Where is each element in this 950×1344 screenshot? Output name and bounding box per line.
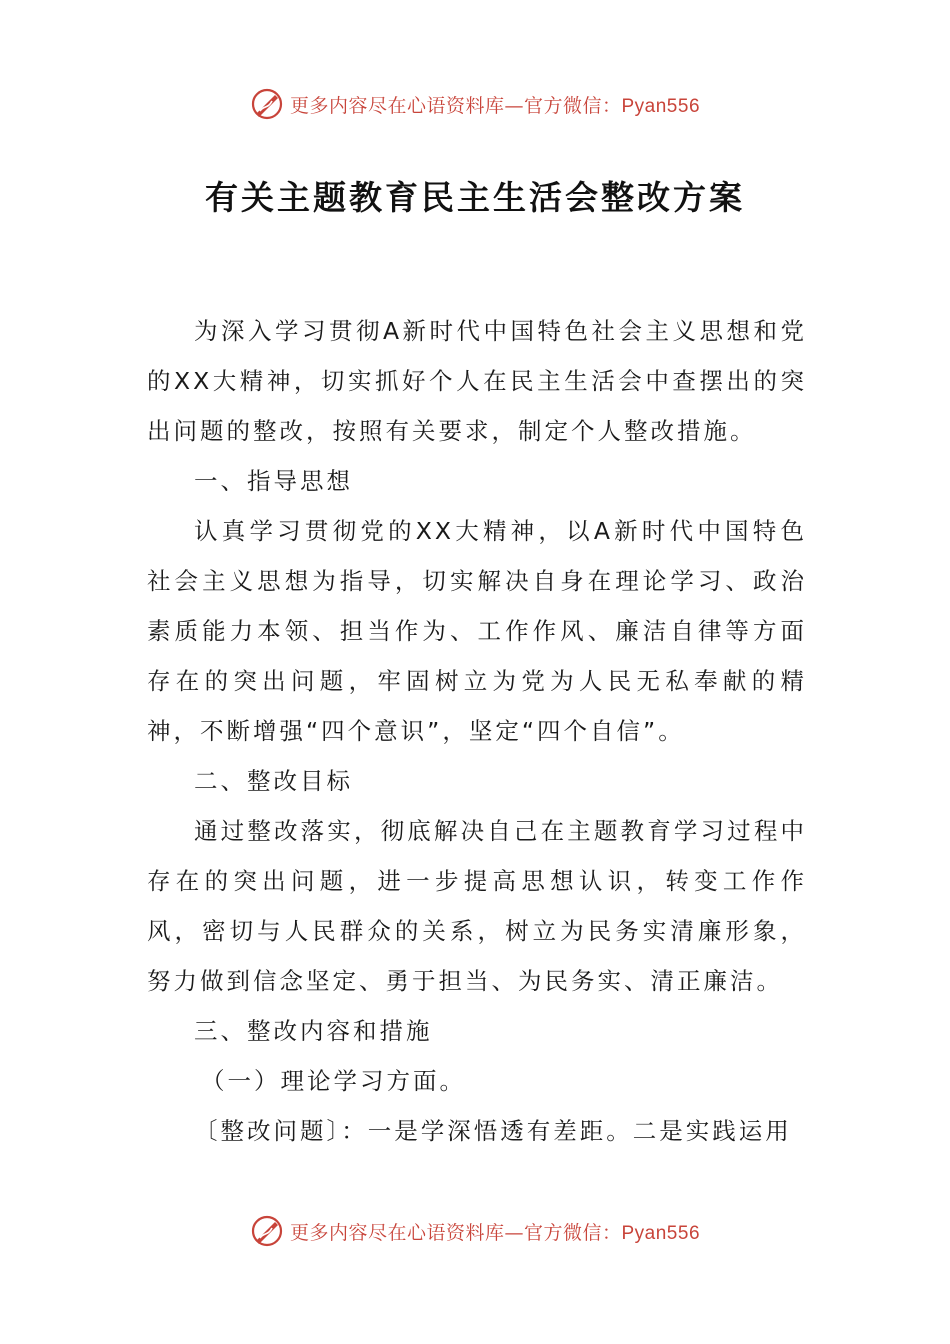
watermark-banner-bottom [0,1211,950,1251]
watermark-text: 更多内容尽在心语资料库—官方微信：Pyan556 [289,1221,701,1244]
section-heading-measures: 三、整改内容和措施 [194,1017,433,1045]
paragraph-guiding-thought: 认真学习贯彻党的XX大精神，以A新时代中国特色社会主义思想为指导，切实解决自身在理论学习、政治素质能力本领、担当作为、工作作风、廉洁自律等方面存在的突出问题，牢固树立为党为人民无私奉献的精神，不断增强“四个意识”，坚定“四个自信”。 [147,517,807,745]
document-body [147,306,807,1156]
pen-logo-icon [250,1214,284,1248]
paragraph-goals: 通过整改落实，彻底解决自己在主题教育学习过程中存在的突出问题，进一步提高思想认识，转变工作作风，密切与人民群众的关系，树立为民务实清廉形象，努力做到信念坚定、勇于担当、为民务实、清正廉洁。 [147,817,807,995]
document-title: 有关主题教育民主生活会整改方案 [205,178,745,217]
section-heading-goals: 二、整改目标 [194,767,353,795]
pen-logo-icon [250,87,284,121]
watermark-text: 更多内容尽在心语资料库—官方微信：Pyan556 [289,94,701,117]
section-heading-guiding-thought: 一、指导思想 [194,467,353,495]
paragraph-issues: 〔整改问题〕：一是学深悟透有差距。二是实践运用 [194,1117,792,1145]
watermark-banner-top [0,84,950,124]
subsection-heading-theory-study: （一）理论学习方面。 [201,1067,467,1095]
paragraph-intro: 为深入学习贯彻A新时代中国特色社会主义思想和党的XX大精神，切实抓好个人在民主生活会中查摆出的突出问题的整改，按照有关要求，制定个人整改措施。 [147,317,807,445]
